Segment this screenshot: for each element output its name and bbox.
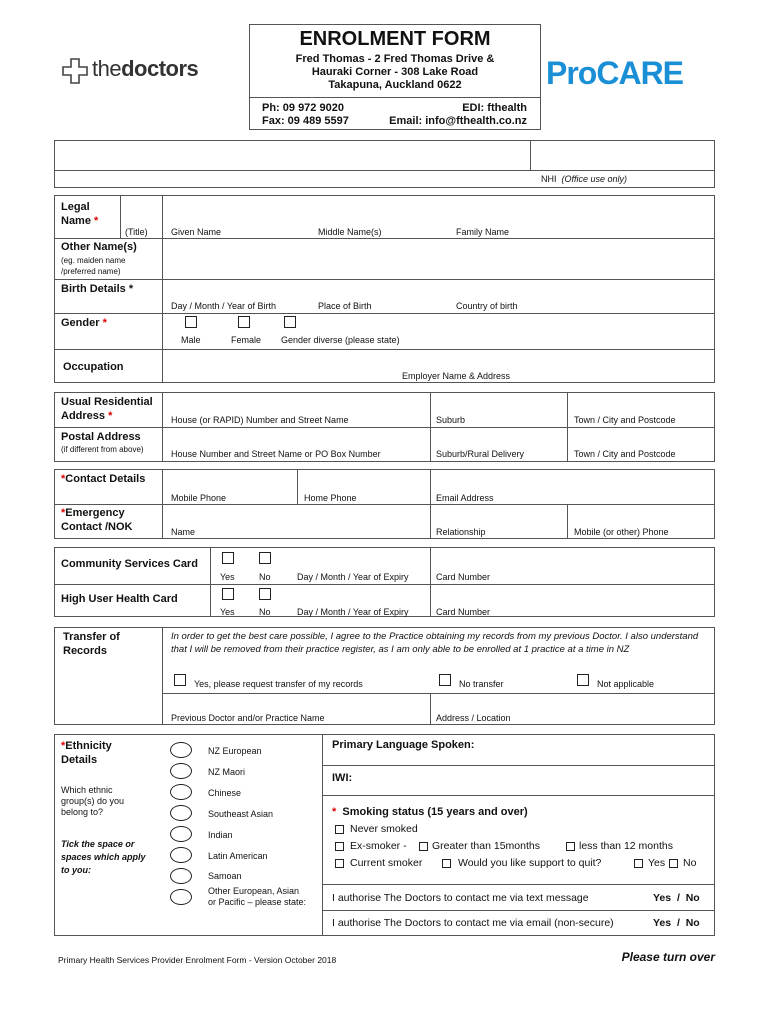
emergency-name-label: Name [171,527,196,537]
transfer-records-label: Transfer of Records [63,631,120,657]
ethnicity-option-label: Latin American [208,851,268,861]
postal-suburb-label: Suburb/Rural Delivery [436,449,525,459]
primary-language-input[interactable] [470,736,714,764]
previous-address-input[interactable] [431,694,714,711]
quit-support-checkbox[interactable] [442,859,451,868]
emergency-mobile-label: Mobile (or other) Phone [574,527,669,537]
medical-cross-icon [62,58,88,84]
dob-label: Day / Month / Year of Birth [171,301,277,311]
occupation-label: Occupation [63,361,124,373]
huhc-no-checkbox[interactable] [259,588,271,600]
postal-address-input[interactable] [163,428,714,448]
practice-email: Email: info@fthealth.co.nz [389,115,527,127]
transfer-yes-checkbox[interactable] [174,674,186,686]
less-than-12-months-label: less than 12 months [579,840,673,852]
previous-doctor-label: Previous Doctor and/or Practice Name [171,713,325,723]
not-applicable-checkbox[interactable] [577,674,589,686]
huhc-number-input[interactable] [431,585,714,605]
ethnicity-option-label: Samoan [208,871,242,881]
postal-town-label: Town / City and Postcode [574,449,676,459]
ethnicity-label: *Ethnicity Details [61,740,112,766]
gender-female-checkbox[interactable] [238,316,250,328]
authorise-text-message: I authorise The Doctors to contact me via text message [332,892,589,904]
ethnicity-option-label: NZ Maori [208,767,246,777]
less-than-12-months-checkbox[interactable] [566,842,575,851]
residential-address-label: Usual Residential Address * [61,396,153,422]
huhc-no-label: No [259,607,271,617]
nhi-office-input[interactable] [531,141,714,169]
female-label: Female [231,335,262,345]
ethnicity-other-option[interactable] [170,889,192,905]
ethnicity-option-label: Indian [208,830,233,840]
no-transfer-label: No transfer [459,679,504,689]
page-title: ENROLMENT FORM [299,28,491,50]
ethnicity-option-label: Chinese [208,788,242,798]
please-turn-over: Please turn over [621,950,715,964]
postal-street-label: House Number and Street Name or PO Box Number [171,449,381,459]
no-transfer-checkbox[interactable] [439,674,451,686]
ethnicity-samoan-option[interactable] [170,868,192,884]
middle-name-label: Middle Name(s) [318,227,382,237]
ethnicity-instruction: Tick the space or spaces which apply to you: [61,839,146,875]
residential-town-label: Town / City and Postcode [574,415,676,425]
address-line-2: Hauraki Corner - 308 Lake Road [311,66,479,78]
fax-number: Fax: 09 489 5597 [262,115,349,127]
csc-no-checkbox[interactable] [259,552,271,564]
ethnicity-southeast-asian-option[interactable] [170,805,192,821]
email-address-label: Email Address [436,493,494,503]
residential-address-input[interactable] [163,393,714,413]
other-names-label: Other Name(s) [61,241,137,253]
quit-support-yes-checkbox[interactable] [634,859,643,868]
birth-details-input[interactable] [163,280,714,298]
nhi-input[interactable] [55,141,529,169]
ethnicity-question: Which ethnic group(s) do you belong to? [61,785,125,817]
previous-address-label: Address / Location [436,713,511,723]
emergency-contact-input[interactable] [163,505,714,525]
previous-doctor-input[interactable] [163,694,429,711]
employer-label: Employer Name & Address [402,371,511,381]
male-label: Male [181,335,201,345]
authorise-text-yes-no[interactable]: Yes / No [653,892,700,904]
never-smoked-label: Never smoked [350,823,418,835]
residential-suburb-label: Suburb [436,415,466,425]
edi-code: EDI: fthealth [462,102,527,114]
other-names-hint: (eg. maiden name /preferred name) [61,256,126,276]
current-smoker-label: Current smoker [350,857,423,869]
family-name-label: Family Name [456,227,510,237]
nhi-label: NHI (Office use only) [541,174,628,184]
ethnicity-other-label: Other European, Asian or Pacific – please state: [208,886,307,907]
gender-label: Gender * [61,317,107,329]
quit-support-label: Would you like support to quit? [458,857,602,869]
iwi-input[interactable] [360,767,714,794]
logo-text-doctors: doctors [121,56,199,81]
huhc-yes-label: Yes [220,607,235,617]
csc-expiry-label: Day / Month / Year of Expiry [297,572,409,582]
high-user-health-card-label: High User Health Card [61,593,178,605]
ethnicity-option-label: NZ European [208,746,262,756]
quit-support-yes-label: Yes [648,857,666,869]
contact-details-input[interactable] [163,470,714,490]
quit-support-no-checkbox[interactable] [669,859,678,868]
postal-address-hint: (if different from above) [61,445,144,454]
transfer-yes-label: Yes, please request transfer of my records [194,679,363,689]
mobile-phone-label: Mobile Phone [171,493,227,503]
gender-male-checkbox[interactable] [185,316,197,328]
not-applicable-label: Not applicable [597,679,655,689]
ethnicity-latin-american-option[interactable] [170,847,192,863]
csc-no-label: No [259,572,271,582]
legal-name-input[interactable] [163,196,714,224]
address-line-1: Fred Thomas - 2 Fred Thomas Drive & [295,53,495,65]
postal-address-label: Postal Address [61,431,141,443]
csc-number-label: Card Number [436,572,491,582]
form-version: Primary Health Services Provider Enrolment Form - Version October 2018 [58,955,337,965]
ex-smoker-label: Ex-smoker - [350,840,407,852]
never-smoked-checkbox[interactable] [335,825,344,834]
contact-details-label: *Contact Details [61,473,146,485]
logo-thedoctors [62,56,222,86]
title-label: (Title) [125,227,148,237]
community-services-card-label: Community Services Card [61,558,198,570]
smoking-status-label: * Smoking status (15 years and over) [332,806,528,818]
place-of-birth-label: Place of Birth [318,301,372,311]
ethnicity-indian-option[interactable] [170,826,192,842]
gender-diverse-checkbox[interactable] [284,316,296,328]
home-phone-label: Home Phone [304,493,357,503]
logo-text-the: the [92,56,122,81]
transfer-consent-text: In order to get the best care possible, I agree to the Practice obtaining my records from my previous Doctor. I also understand that I will be removed from their practice register, as I am only able to be enrolled at 1 practice at a time in NZ [171,631,699,655]
birth-details-label: Birth Details * [61,283,134,295]
csc-yes-label: Yes [220,572,235,582]
residential-street-label: House (or RAPID) Number and Street Name [171,415,349,425]
address-line-3: Takapuna, Auckland 0622 [328,79,462,91]
ethnicity-nz-maori-option[interactable] [170,763,192,779]
logo-procare: ProCARE [546,55,684,91]
ethnicity-chinese-option[interactable] [170,784,192,800]
csc-yes-checkbox[interactable] [222,552,234,564]
authorise-email: I authorise The Doctors to contact me via email (non-secure) [332,917,614,929]
ethnicity-option-label: Southeast Asian [208,809,274,819]
ethnicity-nz-european-option[interactable] [170,742,192,758]
csc-number-input[interactable] [431,548,714,570]
huhc-expiry-label: Day / Month / Year of Expiry [297,607,409,617]
primary-language-label: Primary Language Spoken: [332,739,475,751]
current-smoker-checkbox[interactable] [335,859,344,868]
iwi-label: IWI: [332,772,353,784]
emergency-relationship-label: Relationship [436,527,486,537]
given-name-label: Given Name [171,227,222,237]
country-of-birth-label: Country of birth [456,301,518,311]
huhc-yes-checkbox[interactable] [222,588,234,600]
quit-support-no-label: No [683,857,697,869]
occupation-input[interactable] [163,350,714,368]
huhc-number-label: Card Number [436,607,491,617]
gender-diverse-label: Gender diverse (please state) [281,335,400,345]
emergency-contact-label: *Emergency Contact /NOK [61,507,133,533]
other-names-input[interactable] [163,239,714,278]
ex-smoker-checkbox[interactable] [335,842,344,851]
phone-number: Ph: 09 972 9020 [262,102,344,114]
authorise-email-yes-no[interactable]: Yes / No [653,917,700,929]
legal-name-label: Legal Name * [61,201,99,227]
greater-than-15-months-checkbox[interactable] [419,842,428,851]
greater-than-15-months-label: Greater than 15months [432,840,540,852]
